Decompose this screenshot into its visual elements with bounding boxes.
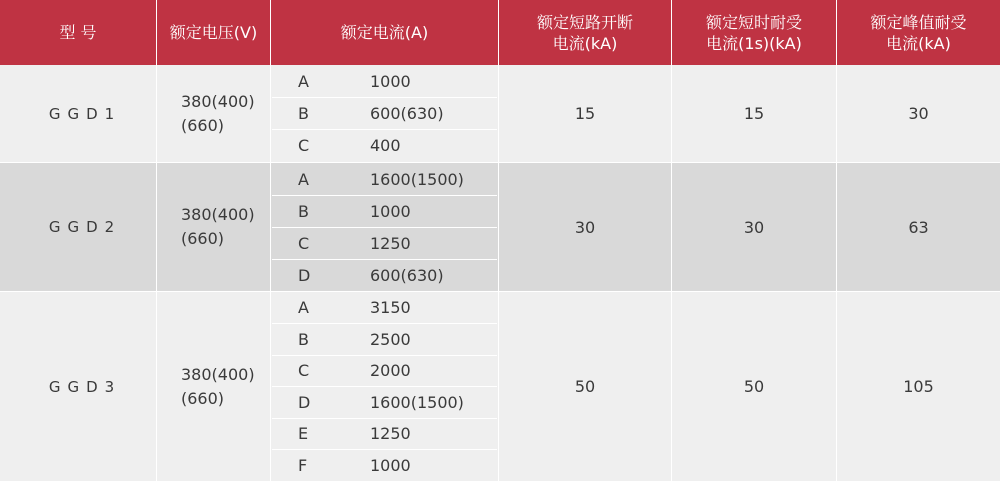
model-cell: GGD3 (48, 377, 122, 396)
column-divider (498, 163, 499, 291)
short-time-cell: 30 (743, 217, 765, 237)
short-time-cell: 50 (743, 377, 765, 396)
current-class: A (298, 169, 309, 189)
column-divider (156, 163, 157, 291)
header-model: 型 号 (59, 23, 97, 42)
current-subrow (272, 130, 497, 162)
current-value: 3150 (370, 298, 411, 318)
row-group (0, 292, 1000, 481)
peak-cell: 105 (903, 377, 934, 396)
header-breaking: 额定短路开断 电流(kA) (536, 12, 633, 53)
current-class: B (298, 201, 309, 221)
current-subrow (272, 418, 497, 450)
row-group (0, 65, 1000, 162)
current-class: C (298, 233, 310, 253)
header-peak: 额定峰值耐受 电流(kA) (870, 12, 967, 53)
current-value: 2500 (370, 329, 411, 349)
column-divider (498, 65, 499, 162)
current-value: 1000 (370, 71, 411, 91)
voltage-cell: 380(400) (660) (181, 364, 255, 408)
current-class: D (298, 265, 311, 285)
current-value: 400 (370, 136, 401, 156)
current-value: 1000 (370, 201, 411, 221)
column-divider (270, 163, 271, 291)
current-subrow (272, 97, 497, 129)
column-divider (836, 65, 837, 162)
column-divider (836, 163, 837, 291)
current-value: 1600(1500) (370, 169, 464, 189)
current-subrow (272, 259, 497, 291)
column-divider (671, 163, 672, 291)
row-group (0, 163, 1000, 291)
voltage-cell: 380(400) (660) (181, 91, 255, 135)
breaking-cell: 15 (574, 104, 596, 123)
column-divider (156, 292, 157, 481)
current-subrow (272, 292, 497, 324)
column-divider (270, 292, 271, 481)
current-class: B (298, 103, 309, 123)
table-header (0, 0, 1000, 65)
current-value: 1000 (370, 455, 411, 475)
voltage-cell: 380(400) (660) (181, 205, 255, 248)
column-divider (671, 292, 672, 481)
model-cell: GGD2 (48, 218, 122, 236)
current-class: A (298, 298, 309, 318)
header-short-time: 额定短时耐受 电流(1s)(kA) (705, 12, 802, 53)
current-subrow (272, 65, 497, 97)
current-class: D (298, 392, 311, 412)
current-class: C (298, 361, 310, 381)
current-class: C (298, 136, 310, 156)
breaking-cell: 50 (574, 377, 596, 396)
current-value: 1600(1500) (370, 392, 464, 412)
current-subrow (272, 387, 497, 419)
current-subrow (272, 450, 497, 481)
current-subrow (272, 227, 497, 259)
current-subrow (272, 324, 497, 356)
current-value: 1250 (370, 233, 411, 253)
current-value: 2000 (370, 361, 411, 381)
current-subrow (272, 163, 497, 195)
header-current: 额定电流(A) (340, 23, 429, 42)
peak-cell: 63 (908, 217, 929, 237)
column-divider (498, 292, 499, 481)
current-class: A (298, 71, 309, 91)
current-class: B (298, 329, 309, 349)
header-voltage: 额定电压(V) (169, 23, 258, 42)
current-subrow (272, 355, 497, 387)
current-subrow (272, 195, 497, 227)
short-time-cell: 15 (743, 104, 765, 123)
current-class: E (298, 424, 309, 444)
column-divider (270, 65, 271, 162)
current-class: F (298, 455, 308, 475)
column-divider (671, 65, 672, 162)
current-value: 600(630) (370, 103, 444, 123)
current-value: 1250 (370, 424, 411, 444)
current-value: 600(630) (370, 265, 444, 285)
peak-cell: 30 (908, 104, 929, 123)
model-cell: GGD1 (48, 104, 122, 123)
column-divider (156, 65, 157, 162)
column-divider (836, 292, 837, 481)
breaking-cell: 30 (574, 217, 596, 237)
